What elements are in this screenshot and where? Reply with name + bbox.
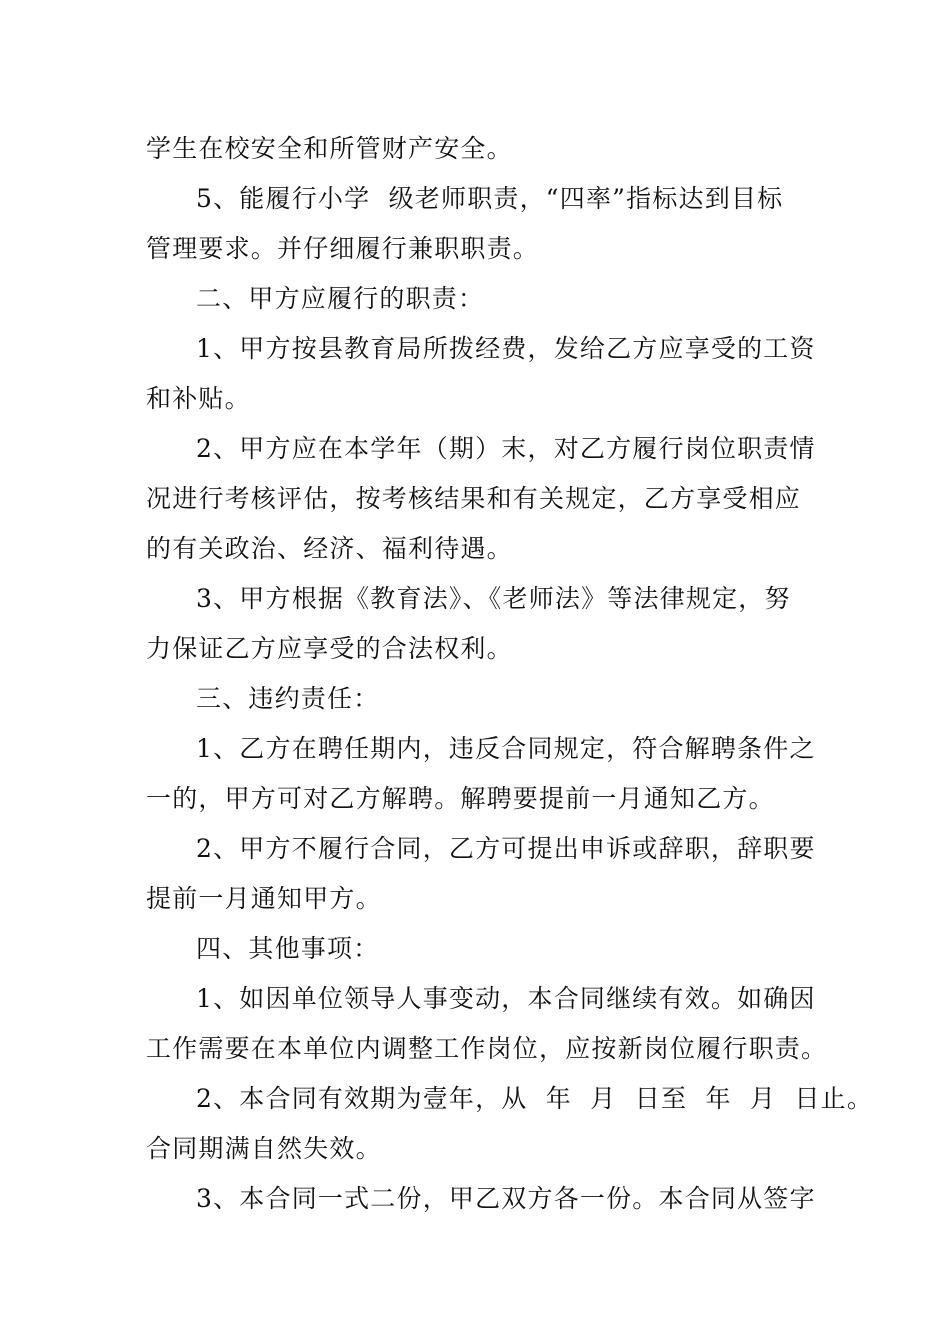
text-line: 工作需要在本单位内调整工作岗位，应按新岗位履行职责。: [146, 1034, 828, 1063]
text-line: 2、甲方不履行合同，乙方可提出申诉或辞职，辞职要: [196, 834, 816, 863]
text-line: 学生在校安全和所管财产安全。: [146, 134, 513, 163]
section-heading: 二、甲方应履行的职责：: [196, 284, 485, 313]
text-line: 2、本合同有效期为壹年，从 年 月 日至 年 月 日止。: [196, 1084, 874, 1113]
text-line: 2、甲方应在本学年（期）末，对乙方履行岗位职责情: [196, 434, 816, 463]
section-heading: 四、其他事项：: [196, 934, 380, 963]
text-line: 一的，甲方可对乙方解聘。解聘要提前一月通知乙方。: [146, 784, 775, 813]
text-line: 1、甲方按县教育局所拨经费，发给乙方应享受的工资: [196, 334, 816, 363]
text-line: 管理要求。并仔细履行兼职职责。: [146, 234, 540, 263]
text-line: 5、能履行小学 级老师职责，“四率”指标达到目标: [196, 184, 784, 213]
text-line: 况进行考核评估，按考核结果和有关规定，乙方享受相应: [146, 484, 802, 513]
text-line: 的有关政治、经济、福利待遇。: [146, 534, 513, 563]
section-heading: 三、违约责任：: [196, 684, 380, 713]
text-line: 3、甲方根据《教育法》、《老师法》等法律规定，努: [196, 584, 791, 613]
text-line: 和补贴。: [146, 384, 251, 413]
text-line: 1、乙方在聘任期内，违反合同规定，符合解聘条件之: [196, 734, 816, 763]
text-line: 提前一月通知甲方。: [146, 884, 382, 913]
text-line: 3、本合同一式二份，甲乙双方各一份。本合同从签字: [196, 1184, 816, 1213]
text-line: 力保证乙方应享受的合法权利。: [146, 634, 513, 663]
text-line: 合同期满自然失效。: [146, 1134, 382, 1163]
text-line: 1、如因单位领导人事变动，本合同继续有效。如确因: [196, 984, 816, 1013]
